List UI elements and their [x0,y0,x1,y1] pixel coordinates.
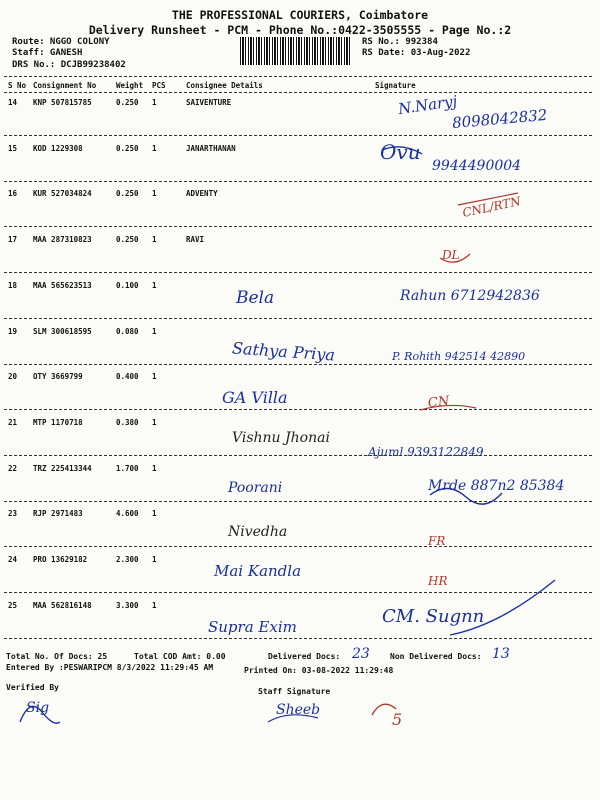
signature-15-phone: 9944490004 [432,158,522,174]
row-pcs: 1 [152,235,157,244]
col-sno: S No [8,81,27,90]
row-pcs: 1 [152,189,157,198]
row-sno: 24 [8,555,18,564]
row-weight: 3.300 [116,601,139,610]
drs-number: DRS No.: DCJB99238402 [12,60,126,70]
row-sno: 17 [8,235,18,244]
row-pcs: 1 [152,601,157,610]
row-consignee: JANARTHANAN [186,144,236,153]
row-sno: 15 [8,144,18,153]
consignee-21-handwritten: Vishnu Jhonai [232,430,330,446]
verified-by-label: Verified By [6,683,59,692]
row-consignment: KOD 1229308 [33,144,83,153]
row-consignment: MTP 1170718 [33,418,83,427]
entered-by: Entered By :PESWARIPCM 8/3/2022 11:29:45 AM [6,663,214,672]
consignee-22-handwritten: Poorani [228,480,283,496]
row-sno: 18 [8,281,18,290]
row-consignment: RJP 2971483 [33,509,83,518]
row-pcs: 1 [152,418,157,427]
signature-21: Ajuml 9393122849 [368,445,484,459]
stroke-17-tick [440,254,470,262]
consignee-18-handwritten: Bela [236,288,275,308]
printed-on: Printed On: 03-08-2022 11:29:48 [244,666,394,675]
stroke-22-scribble [430,488,502,504]
signature-22: Mrde 887n2 85384 [428,478,565,494]
row-sno: 20 [8,372,18,381]
signature-20-status: CN [427,393,451,412]
row-sno: 22 [8,464,18,473]
signature-16-status: CNL/RTN [461,194,522,220]
row-weight: 0.250 [116,189,139,198]
rs-number: RS No.: 992384 [362,37,438,47]
total-cod: Total COD Amt: 0.00 [134,652,226,661]
row-sno: 14 [8,98,18,107]
row-pcs: 1 [152,327,157,336]
consignee-25-handwritten: Supra Exim [208,618,297,636]
rs-date: RS Date: 03-Aug-2022 [362,48,471,58]
row-weight: 0.250 [116,144,139,153]
row-weight: 4.600 [116,509,139,518]
non-delivered-docs-value: 13 [492,646,510,662]
row-weight: 0.380 [116,418,139,427]
row-pcs: 1 [152,144,157,153]
stroke-20-underline [420,405,476,410]
consignee-23-handwritten: Nivedha [228,524,288,540]
signature-15-name: Ovu [380,140,421,164]
signature-14-phone: 8098042832 [451,105,549,133]
row-consignment: KUR 527034824 [33,189,92,198]
row-consignee: RAVI [186,235,205,244]
col-weight: Weight [116,81,144,90]
consignee-20-handwritten: GA Villa [222,388,288,407]
row-consignment: PRO 13629182 [33,555,88,564]
col-consignee: Consignee Details [186,81,263,90]
signature-17-status: DL [442,248,460,262]
row-consignment: KNP 507815785 [33,98,92,107]
row-sno: 23 [8,509,18,518]
row-weight: 0.250 [116,98,139,107]
delivered-docs-label: Delivered Docs: [268,652,341,661]
row-consignee: SAIVENTURE [186,98,232,107]
row-weight: 0.400 [116,372,139,381]
row-pcs: 1 [152,555,157,564]
row-sno: 19 [8,327,18,336]
runsheet-subtitle: Delivery Runsheet - PCM - Phone No.:0422-3505555 - Page No.:2 [88,23,512,37]
stroke-16-cross [458,193,518,205]
col-signature: Signature [375,81,416,90]
row-consignment: MAA 287310823 [33,235,92,244]
total-docs: Total No. Of Docs: 25 [6,652,108,661]
row-pcs: 1 [152,281,157,290]
consignee-19-handwritten: Sathya Priya [231,338,336,365]
stroke-15-loop [382,147,422,154]
row-weight: 0.100 [116,281,139,290]
row-weight: 2.300 [116,555,139,564]
row-weight: 0.080 [116,327,139,336]
row-pcs: 1 [152,464,157,473]
row-consignment: TRZ 225413344 [33,464,92,473]
signature-19: P. Rohith 942514 42890 [392,350,526,363]
staff-signature: Sheeb [276,702,321,718]
col-consignment: Consignment No [33,81,97,90]
stroke-25-flourish [450,580,555,635]
col-pcs: PCS [152,81,166,90]
verified-by-signature: Sig [26,700,50,716]
row-consignee: ADVENTY [186,189,218,198]
row-sno: 25 [8,601,18,610]
company-title: THE PROFESSIONAL COURIERS, Coimbatore [171,8,429,22]
signature-18: Rahun 6712942836 [400,288,540,304]
row-consignment: SLM 300618595 [33,327,92,336]
row-weight: 0.250 [116,235,139,244]
row-weight: 1.700 [116,464,139,473]
signature-14-name: N.Naryj [397,91,459,119]
row-pcs: 1 [152,372,157,381]
row-pcs: 1 [152,98,157,107]
delivered-docs-value: 23 [352,646,370,662]
red-mark: 5 [392,710,403,729]
row-consignment: MAA 565623513 [33,281,92,290]
row-consignment: MAA 562816148 [33,601,92,610]
row-pcs: 1 [152,509,157,518]
signature-23-status: FR [428,534,446,548]
signature-25: CM. Sugnn [382,606,485,627]
row-consignment: OTY 3669799 [33,372,83,381]
row-sno: 21 [8,418,18,427]
non-delivered-docs-label: Non Delivered Docs: [390,652,482,661]
signature-24-status: HR [428,574,448,588]
staff-label: Staff: GANESH [12,48,83,58]
consignee-24-handwritten: Mai Kandla [214,562,302,580]
row-sno: 16 [8,189,18,198]
route-label: Route: NGGO COLONY [12,37,110,47]
staff-signature-label: Staff Signature [258,687,331,696]
